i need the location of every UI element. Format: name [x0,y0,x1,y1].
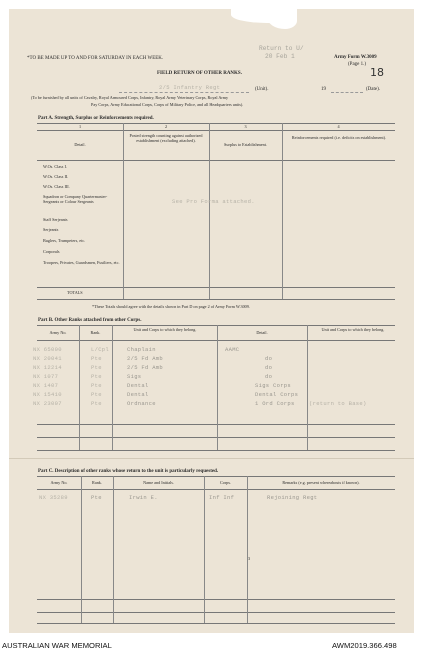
part-a-row: Buglers, Trumpeters, etc. [43,238,86,243]
part-c-top-rule [37,476,395,477]
entry-unit: Ordnance [127,400,156,407]
date-label: (Date). [366,87,381,92]
part-a-number-rule [37,130,395,131]
date-line [331,92,363,93]
part-c-col-divider [113,476,114,623]
part-c-header-rule [37,489,395,490]
part-c-header-army-no: Army No. [50,480,68,485]
entry-rank: Pte [91,382,102,389]
part-b-top-rule [37,325,395,326]
entry-detail: do [265,373,273,380]
part-c-entry-corps: Inf Inf [209,494,235,501]
part-c-header-remarks: Remarks (e.g. present whereabouts if known). [282,480,360,485]
part-a-header-reinforcements: Reinforcements required (i.e. deficits on establishment). [291,135,387,140]
entry-army-no: NX 20041 [33,355,62,362]
torn-edge [267,9,297,29]
entry-detail: AAMC [225,346,240,353]
part-a-totals-footnote: *These Totals should agree with the details shown in Part D on page 2 of Army Form W.3009. [92,304,250,309]
fold-line [9,458,414,459]
part-a-row: Corporals [43,249,60,254]
entry-rank: Pte [91,391,102,398]
entry-detail: Dental Corps [255,391,299,398]
entry-rank: Pte [91,400,102,407]
entry-army-no: NX 65000 [33,346,62,353]
part-b-col-divider [217,325,218,450]
part-b-col-divider [307,325,308,450]
part-a-totals-bottom [37,299,395,300]
part-c-bottom-rule [37,623,395,624]
part-a-header-detail: Detail. [74,142,86,147]
entry-rank: L/Cpl [91,346,110,353]
entry-unit-2: (return to Base) [309,400,367,407]
part-a-row: Staff Serjeants [43,217,68,222]
part-c-header-name: Name and Initials. [143,480,174,485]
part-a-row: Serjeants [43,227,59,232]
part-a-row: Squadron or Company Quartermaster-Sergeants or Colour Sergeants [43,194,108,204]
part-a-colnum-4: 4 [337,124,340,129]
caption-right: AWM2019.366.498 [332,641,397,650]
part-a-col-divider [209,123,210,299]
part-b-header-army-no: Army No. [49,330,67,335]
caption-left: AUSTRALIAN WAR MEMORIAL [2,641,112,650]
part-c-rule [37,612,395,613]
form-title: FIELD RETURN OF OTHER RANKS. [157,71,242,76]
unit-line [119,92,249,93]
part-c-entry-rank: Pte [91,494,102,501]
part-a-col-divider [282,123,283,299]
part-b-col-divider [112,325,113,450]
part-a-typed-note: See Pro Forma attached. [172,198,255,205]
form-page: (Page 1.) [348,62,367,67]
part-c-col-divider [247,476,251,623]
part-b-header-unit-2: Unit and Corps to which they belong. [321,327,385,332]
part-b-header-unit: Unit and Corps to which they belong. [133,327,197,332]
instructions-1: (To be furnished by all units of Cavalry, Royal Armoured Corps, Infantry, Royal Army Veterinary Corps, Royal Army [31,95,229,100]
part-a-col-divider [123,123,124,299]
part-b-header-detail: Detail. [256,330,268,335]
entry-army-no: NX 15410 [33,391,62,398]
entry-detail: Sigs Corps [255,382,292,389]
entry-unit: Chaplain [127,346,156,353]
entry-unit: Dental [127,391,149,398]
entry-detail: 1 Ord Corps [255,400,295,407]
part-c-col-divider [204,476,205,623]
part-c-entry-name: Irwin E. [129,494,158,501]
part-a-row: W.Os. Class II. [43,174,69,179]
part-b-bottom-rule [37,450,395,451]
entry-army-no: NX 23007 [33,400,62,407]
entry-army-no: NX 1407 [33,382,59,389]
entry-unit: Dental [127,382,149,389]
part-a-header-surplus: Surplus to Establishment. [224,142,267,147]
part-a-totals-label: TOTALS [67,290,83,295]
entry-rank: Pte [91,373,102,380]
part-c-entry-remarks: Rejoining Regt [267,494,318,501]
part-c-title: Part C. Description of other ranks whose return to the unit is particularly requested. [38,469,219,474]
part-a-totals-top [37,287,395,288]
part-b-col-divider [79,325,80,450]
part-a-row: Troopers, Privates, Guardsmen, Fusiliers, etc. [43,260,120,265]
part-a-colnum-1: 1 [78,124,82,129]
part-a-header-posted: Posted strength counting against authorized establishment (excluding attached). [129,133,203,143]
entry-detail: do [265,355,273,362]
part-a-header-rule [37,160,395,161]
part-c-entry-army-no: NX 35289 [39,494,68,501]
part-c-rule [37,599,395,600]
stamp-line-2: 20 Feb 1 [265,53,295,60]
part-a-top-rule [37,123,395,124]
form-sheet [9,9,414,633]
entry-army-no: NX 12214 [33,364,62,371]
part-a-colnum-3: 3 [244,124,247,129]
part-b-rule [37,437,395,438]
part-a-colnum-2: 2 [164,124,168,129]
part-c-header-corps: Corps. [219,480,232,485]
header-notice: *TO BE MADE UP TO AND FOR SATURDAY IN EACH WEEK. [27,56,164,61]
stamp-line-1: Return to U/ [259,45,304,52]
part-b-header-rank: Rank. [90,330,101,335]
date-prefix: 19 [321,87,326,92]
instructions-2: Pay Corps, Army Educational Corps, Corps of Military Police, and all Headquarters units). [91,102,244,107]
page-mark: 3 [248,556,251,561]
archive-caption [0,639,424,653]
part-a-row: W.Os. Class I. [43,164,67,169]
part-a-title: Part A. Strength, Surplus or Reinforcements required. [38,116,154,121]
entry-unit: 2/5 Fd Amb [127,355,164,362]
part-a-row: W.Os. Class III. [43,184,70,189]
entry-army-no: NX 1077 [33,373,59,380]
entry-rank: Pte [91,364,102,371]
handwritten-number: 18 [370,66,384,79]
part-c-header-rank: Rank. [92,480,102,485]
entry-unit: Sigs [127,373,142,380]
unit-typed: 2/5 Infantry Regt [159,84,221,91]
entry-detail: do [265,364,273,371]
part-b-header-rule [37,340,395,341]
part-c-col-divider [81,476,82,623]
part-b-title: Part B. Other Ranks attached from other Corps. [38,318,142,323]
unit-label: (Unit). [255,87,269,92]
part-b-rule [37,424,395,425]
entry-rank: Pte [91,355,102,362]
entry-unit: 2/5 Fd Amb [127,364,164,371]
form-number: Army Form W.3009 [334,55,377,60]
